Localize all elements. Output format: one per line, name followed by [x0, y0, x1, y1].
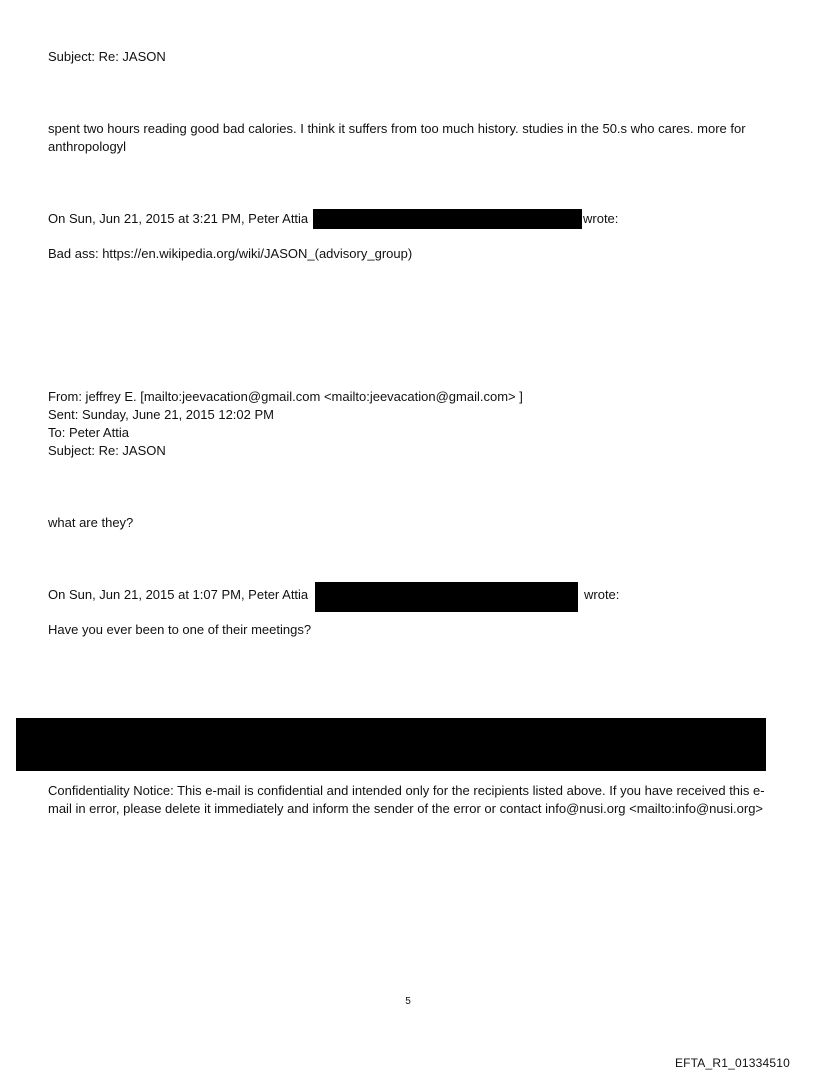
quote-header-2-prefix: On Sun, Jun 21, 2015 at 1:07 PM, Peter Attia	[48, 587, 309, 602]
quote-header-2-suffix: wrote:	[584, 587, 620, 602]
page-number: 5	[405, 996, 411, 1007]
email-to: To: Peter Attia	[48, 425, 129, 440]
quote-header-1-prefix: On Sun, Jun 21, 2015 at 3:21 PM, Peter Attia	[48, 211, 309, 226]
redaction-box	[313, 209, 582, 229]
redaction-box	[315, 582, 578, 612]
quote-header-2	[48, 586, 308, 604]
email-subject: Subject: Re: JASON	[48, 443, 166, 458]
bates-number: EFTA_R1_01334510	[674, 1056, 790, 1070]
quote-text-1: Bad ass: https://en.wikipedia.org/wiki/JASON_(advisory_group)	[48, 246, 413, 261]
email-subject-top: Subject: Re: JASON	[48, 49, 166, 64]
redaction-banner	[16, 718, 766, 771]
email-from: From: jeffrey E. [mailto:jeevacation@gmail.com <mailto:jeevacation@gmail.com> ]	[48, 389, 523, 404]
quote-text-2: Have you ever been to one of their meetings?	[48, 622, 312, 637]
quote-header-1	[48, 210, 308, 228]
email-body-reply: spent two hours reading good bad calories. I think it suffers from too much history. studies in the 50.s who cares. more for anthropologyl	[48, 121, 746, 154]
quote-header-1-suffix: wrote:	[583, 211, 619, 226]
email-body-2: what are they?	[48, 515, 134, 530]
confidentiality-notice: Confidentiality Notice: This e-mail is confidential and intended only for the recipients listed above. If you have received this e-mail in error, please delete it immediately and inform the sender of the error or contact info@nusi.org <mailto:info@nusi.org>	[48, 783, 765, 816]
email-sent: Sent: Sunday, June 21, 2015 12:02 PM	[48, 407, 274, 422]
